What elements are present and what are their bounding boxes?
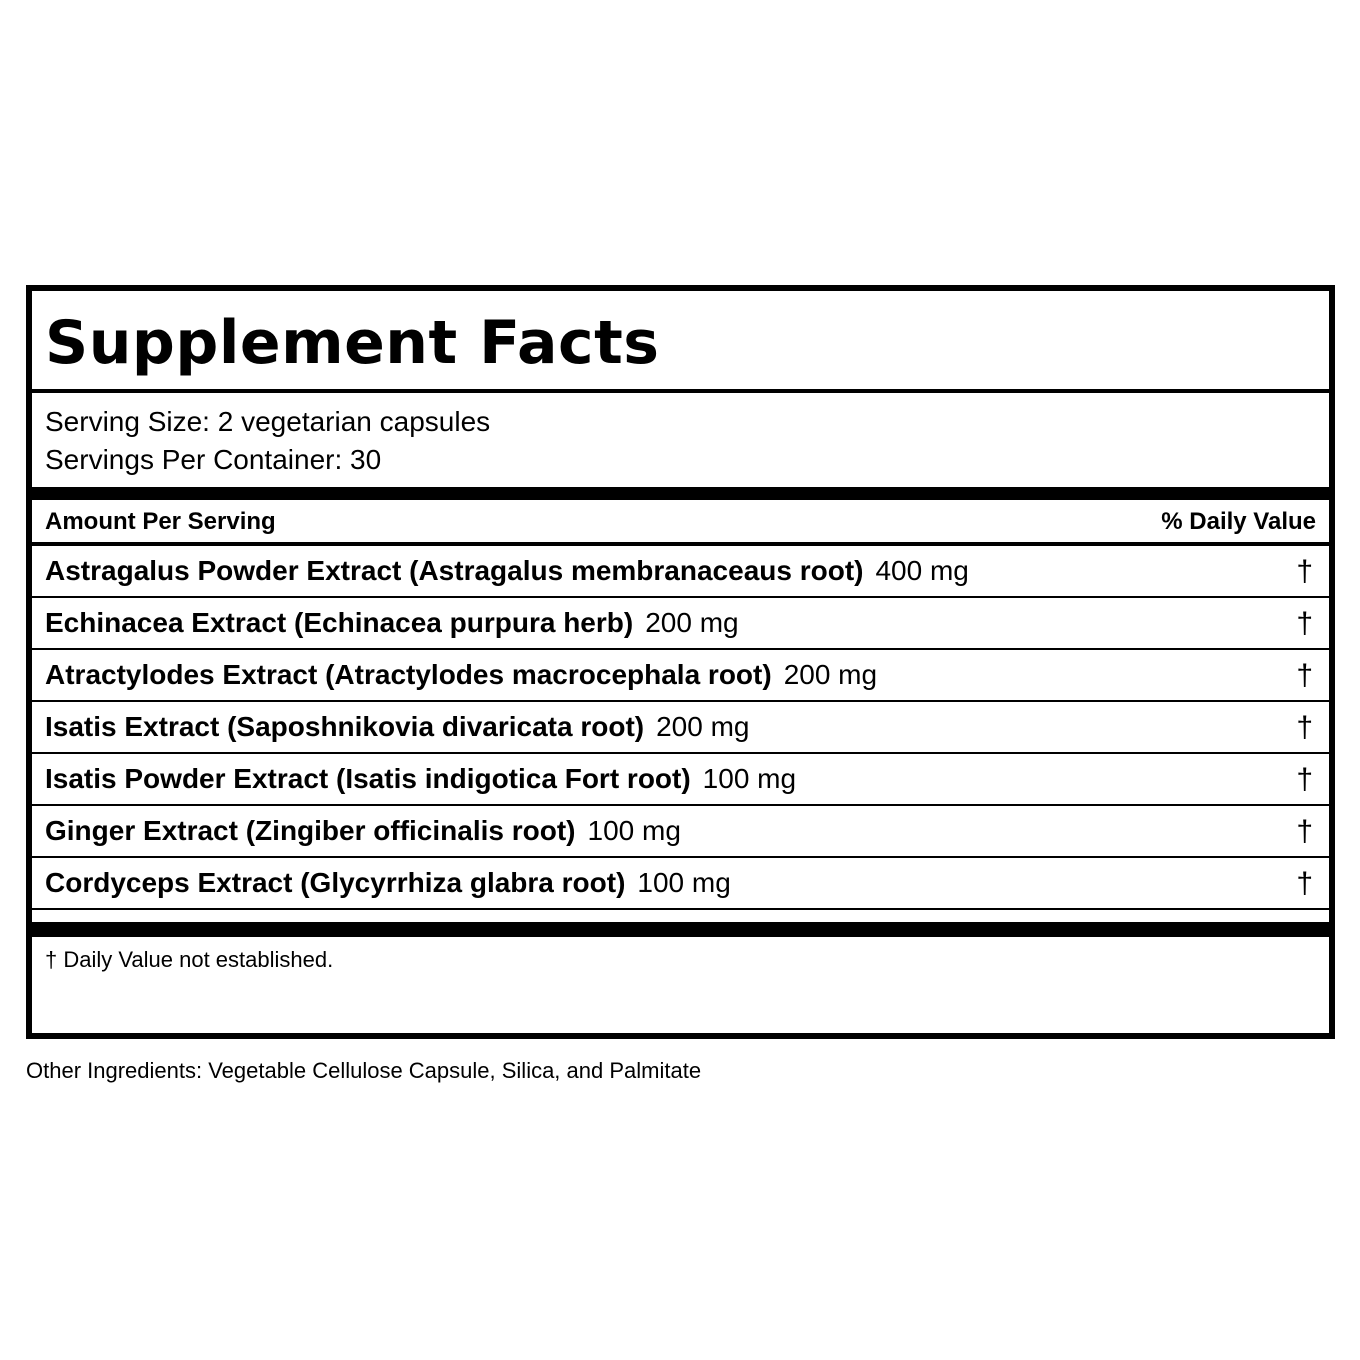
spacer — [32, 910, 1329, 922]
ingredient-name: Ginger Extract (Zingiber officinalis root) — [45, 815, 576, 846]
other-ingredients: Other Ingredients: Vegetable Cellulose Capsule, Silica, and Palmitate — [26, 1058, 702, 1083]
ingredient-amount: 400 mg — [875, 555, 969, 586]
ingredient-text — [45, 659, 877, 691]
daily-value-dagger: † — [1296, 711, 1313, 744]
ingredient-text — [45, 607, 739, 639]
serving-info — [32, 393, 1329, 500]
ingredient-amount: 100 mg — [702, 763, 797, 794]
ingredient-amount: 200 mg — [656, 711, 750, 742]
amount-per-serving-header: Amount Per Serving — [45, 508, 276, 535]
column-header-row — [32, 500, 1329, 546]
ingredient-text — [45, 711, 750, 743]
ingredient-amount: 100 mg — [637, 867, 731, 898]
ingredient-text — [45, 815, 681, 847]
ingredient-row — [32, 858, 1329, 910]
ingredient-text — [45, 555, 969, 587]
serving-size: Serving Size: 2 vegetarian capsules — [45, 406, 491, 437]
ingredient-amount: 100 mg — [587, 815, 681, 846]
daily-value-header: % Daily Value — [1161, 508, 1316, 535]
ingredient-amount: 200 mg — [783, 659, 878, 690]
ingredient-amount: 200 mg — [645, 607, 739, 638]
title-row — [32, 291, 1329, 393]
daily-value-dagger: † — [1296, 867, 1313, 900]
ingredient-row — [32, 598, 1329, 650]
ingredient-name: Atractylodes Extract (Atractylodes macrocephala root) — [45, 659, 772, 690]
daily-value-dagger: † — [1296, 659, 1313, 692]
supplement-facts-panel — [26, 285, 1335, 1039]
ingredient-name: Echinacea Extract (Echinacea purpura herb) — [45, 607, 634, 638]
ingredient-row — [32, 702, 1329, 754]
daily-value-dagger: † — [1296, 607, 1313, 640]
daily-value-dagger: † — [1296, 555, 1313, 588]
panel-title: Supplement Facts — [45, 308, 660, 378]
ingredient-text — [45, 763, 796, 795]
ingredient-row — [32, 806, 1329, 858]
daily-value-dagger: † — [1296, 815, 1313, 848]
ingredient-text — [45, 867, 731, 899]
ingredient-name: Isatis Extract (Saposhnikovia divaricata root) — [45, 711, 645, 742]
daily-value-dagger: † — [1296, 763, 1313, 796]
ingredient-row — [32, 754, 1329, 806]
footnote-section — [32, 934, 1329, 1025]
ingredient-name: Astragalus Powder Extract (Astragalus membranaceaus root) — [45, 555, 864, 586]
daily-value-footnote: † Daily Value not established. — [45, 947, 334, 972]
ingredient-row — [32, 546, 1329, 598]
ingredient-name: Cordyceps Extract (Glycyrrhiza glabra root) — [45, 867, 626, 898]
ingredient-row — [32, 650, 1329, 702]
thick-divider — [32, 922, 1329, 934]
servings-per-container: Servings Per Container: 30 — [45, 444, 382, 475]
ingredient-name: Isatis Powder Extract (Isatis indigotica Fort root) — [45, 763, 691, 794]
